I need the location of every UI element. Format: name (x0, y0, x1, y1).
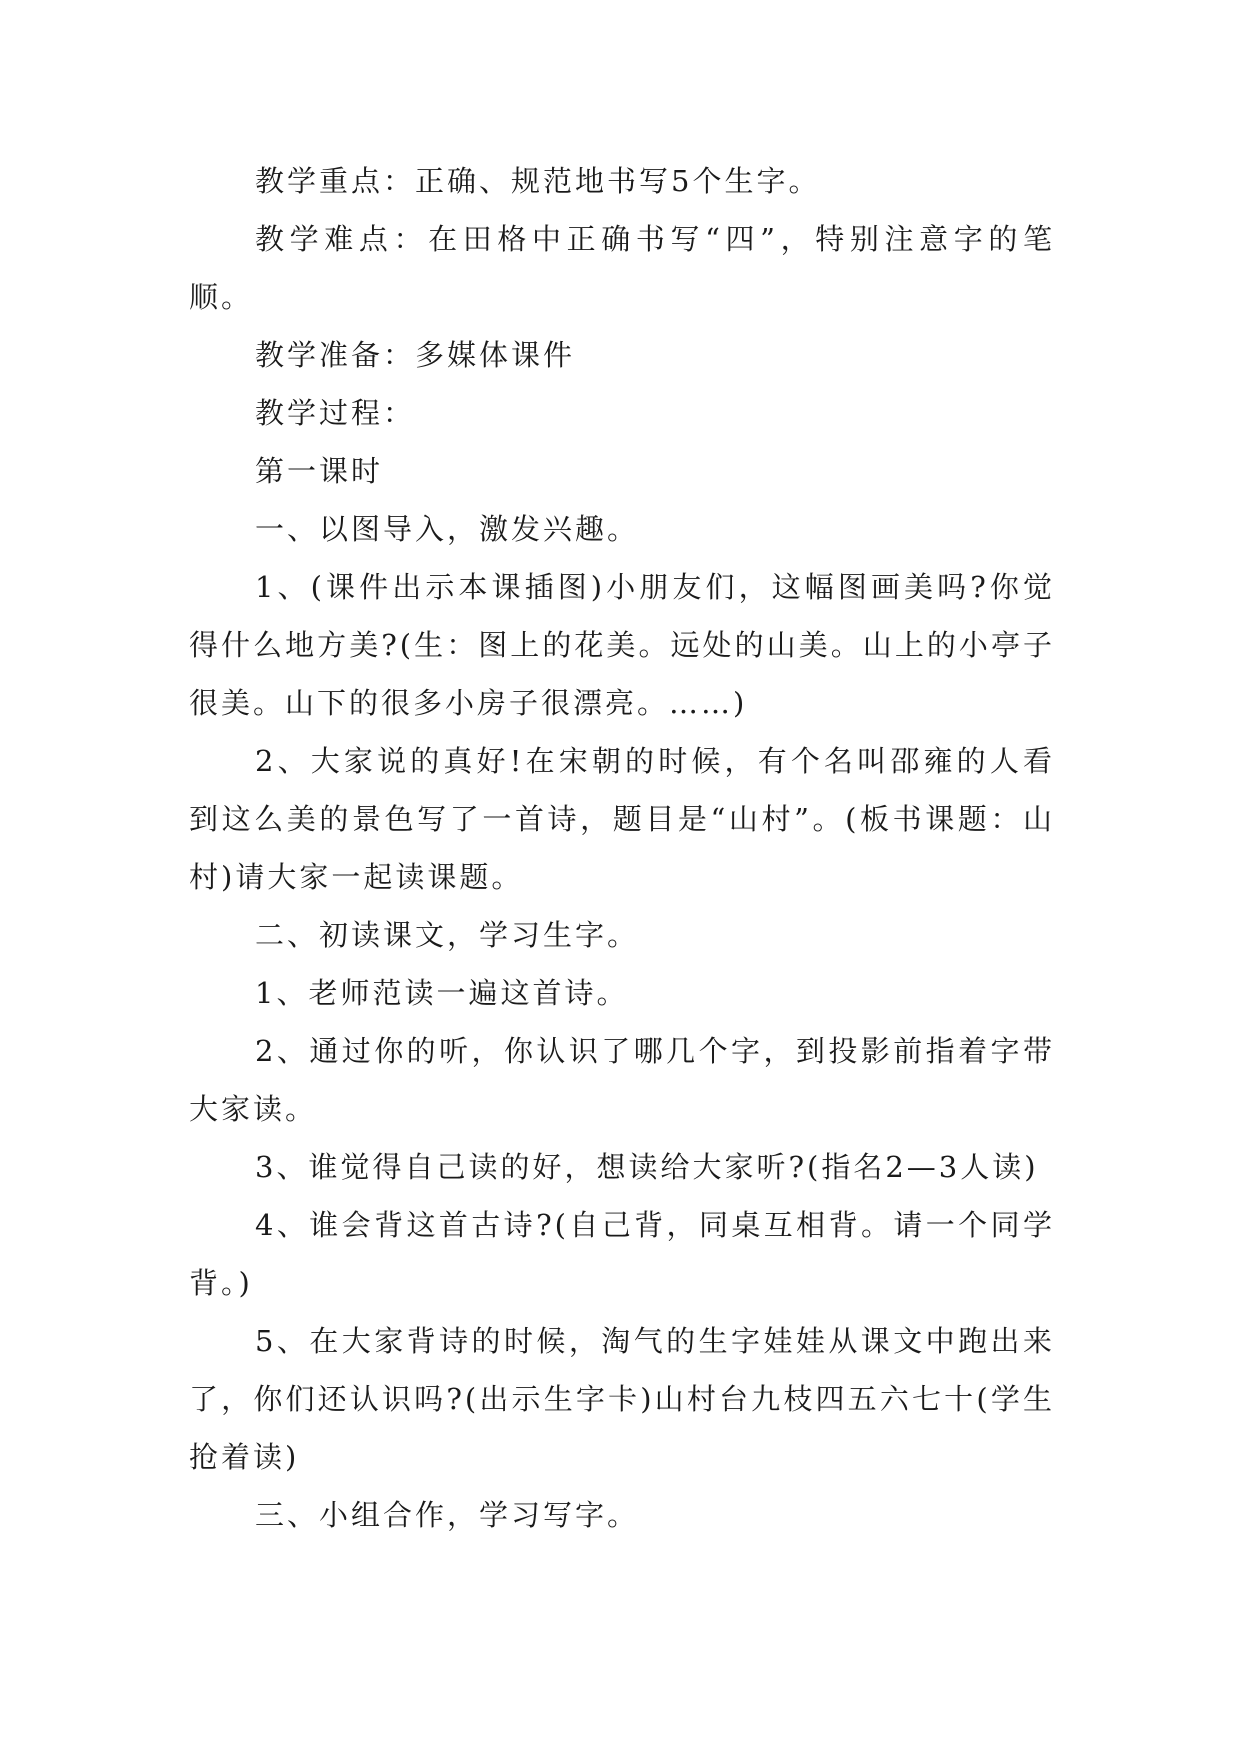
paragraph-step-1-1: 1、(课件出示本课插图)小朋友们，这幅图画美吗?你觉得什么地方美?(生：图上的花美。远处的山美。山上的小亭子很美。山下的很多小房子很漂亮。……) (189, 570, 1055, 720)
paragraph-preparation: 教学准备：多媒体课件 (255, 338, 576, 372)
paragraph-step-1-2: 2、大家说的真好!在宋朝的时候，有个名叫邵雍的人看到这么美的景色写了一首诗，题目是“山村”。(板书课题：山村)请大家一起读课题。 (189, 744, 1055, 894)
paragraph-step-2-1: 1、老师范读一遍这首诗。 (255, 976, 629, 1010)
paragraph-first-lesson: 第一课时 (255, 454, 384, 488)
paragraph-step-2-3: 3、谁觉得自己读的好，想读给大家听?(指名2—3人读) (255, 1150, 1039, 1184)
document-body (189, 152, 1055, 1544)
paragraph-step-2-4: 4、谁会背这首古诗?(自己背，同桌互相背。请一个同学背。) (189, 1208, 1055, 1300)
section-heading-3: 三、小组合作，学习写字。 (255, 1498, 640, 1532)
paragraph-difficulty: 教学难点：在田格中正确书写“四”，特别注意字的笔顺。 (189, 222, 1055, 314)
section-heading-2: 二、初读课文，学习生字。 (255, 918, 640, 952)
paragraph-process-heading: 教学过程： (255, 396, 416, 430)
paragraph-step-2-5: 5、在大家背诗的时候，淘气的生字娃娃从课文中跑出来了，你们还认识吗?(出示生字卡)山村台九枝四五六七十(学生抢着读) (189, 1324, 1055, 1474)
paragraph-key-point: 教学重点：正确、规范地书写5个生字。 (255, 164, 821, 198)
section-heading-1: 一、以图导入，激发兴趣。 (255, 512, 640, 546)
paragraph-step-2-2: 2、通过你的听，你认识了哪几个字，到投影前指着字带大家读。 (189, 1034, 1055, 1126)
